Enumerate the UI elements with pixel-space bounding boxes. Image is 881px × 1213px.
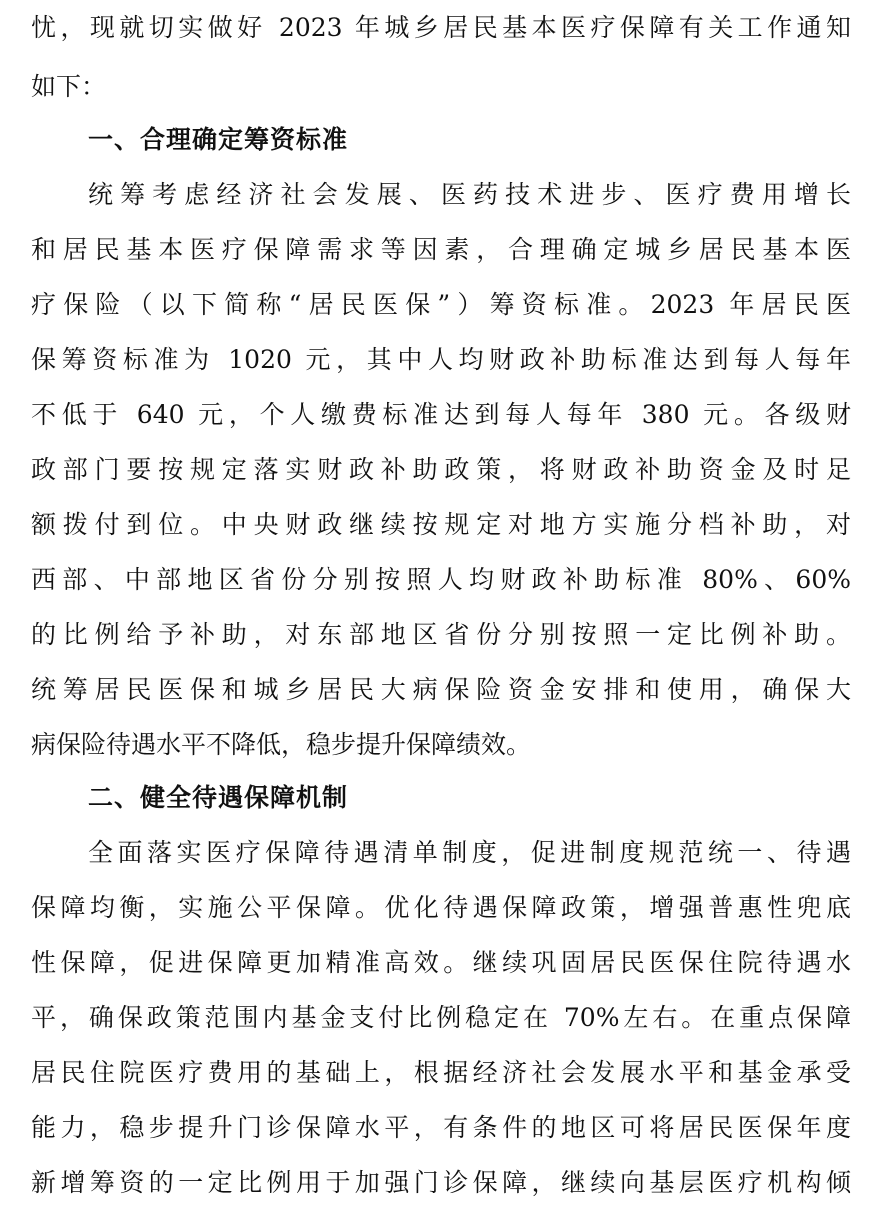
section-1-heading: 一、合理确定筹资标准 xyxy=(88,125,349,154)
section-2-line-2: 保障均衡，实施公平保障。优化待遇保障政策，增强普惠性兜底 xyxy=(31,893,851,922)
section-2-line-7: 新增筹资的一定比例用于加强门诊保障，继续向基层医疗机构倾 xyxy=(31,1168,851,1197)
section-1-line-1: 统筹考虑经济社会发展、医药技术进步、医疗费用增长 xyxy=(88,180,851,209)
section-1-line-9: 的比例给予补助，对东部地区省份分别按照一定比例补助。 xyxy=(31,620,851,649)
section-2-line-6: 能力，稳步提升门诊保障水平，有条件的地区可将居民医保年度 xyxy=(31,1113,851,1142)
section-2-line-5: 居民住院医疗费用的基础上，根据经济社会发展水平和基金承受 xyxy=(31,1058,851,1087)
intro-line-1: 忧，现就切实做好 2023 年城乡居民基本医疗保障有关工作通知 xyxy=(31,13,851,42)
section-2-line-1: 全面落实医疗保障待遇清单制度，促进制度规范统一、待遇 xyxy=(88,838,851,867)
section-1-line-4: 保筹资标准为 1020 元，其中人均财政补助标准达到每人每年 xyxy=(31,345,851,374)
section-1-line-11: 病保险待遇水平不降低，稳步提升保障绩效。 xyxy=(31,730,532,759)
section-1-line-2: 和居民基本医疗保障需求等因素，合理确定城乡居民基本医 xyxy=(31,235,851,264)
intro-line-2: 如下： xyxy=(31,72,107,101)
section-1-line-6: 政部门要按规定落实财政补助政策，将财政补助资金及时足 xyxy=(31,455,851,484)
section-1-line-8: 西部、中部地区省份分别按照人均财政补助标准 80%、60% xyxy=(31,565,851,594)
section-2-line-3: 性保障，促进保障更加精准高效。继续巩固居民医保住院待遇水 xyxy=(31,948,851,977)
section-2-heading: 二、健全待遇保障机制 xyxy=(88,783,349,812)
section-1-line-3: 疗保险（以下简称“居民医保”）筹资标准。2023 年居民医 xyxy=(31,290,851,319)
section-2-line-4: 平，确保政策范围内基金支付比例稳定在 70%左右。在重点保障 xyxy=(31,1003,851,1032)
section-1-line-5: 不低于 640 元，个人缴费标准达到每人每年 380 元。各级财 xyxy=(31,400,851,429)
section-1-line-10: 统筹居民医保和城乡居民大病保险资金安排和使用，确保大 xyxy=(31,675,851,704)
section-1-line-7: 额拨付到位。中央财政继续按规定对地方实施分档补助，对 xyxy=(31,510,851,539)
